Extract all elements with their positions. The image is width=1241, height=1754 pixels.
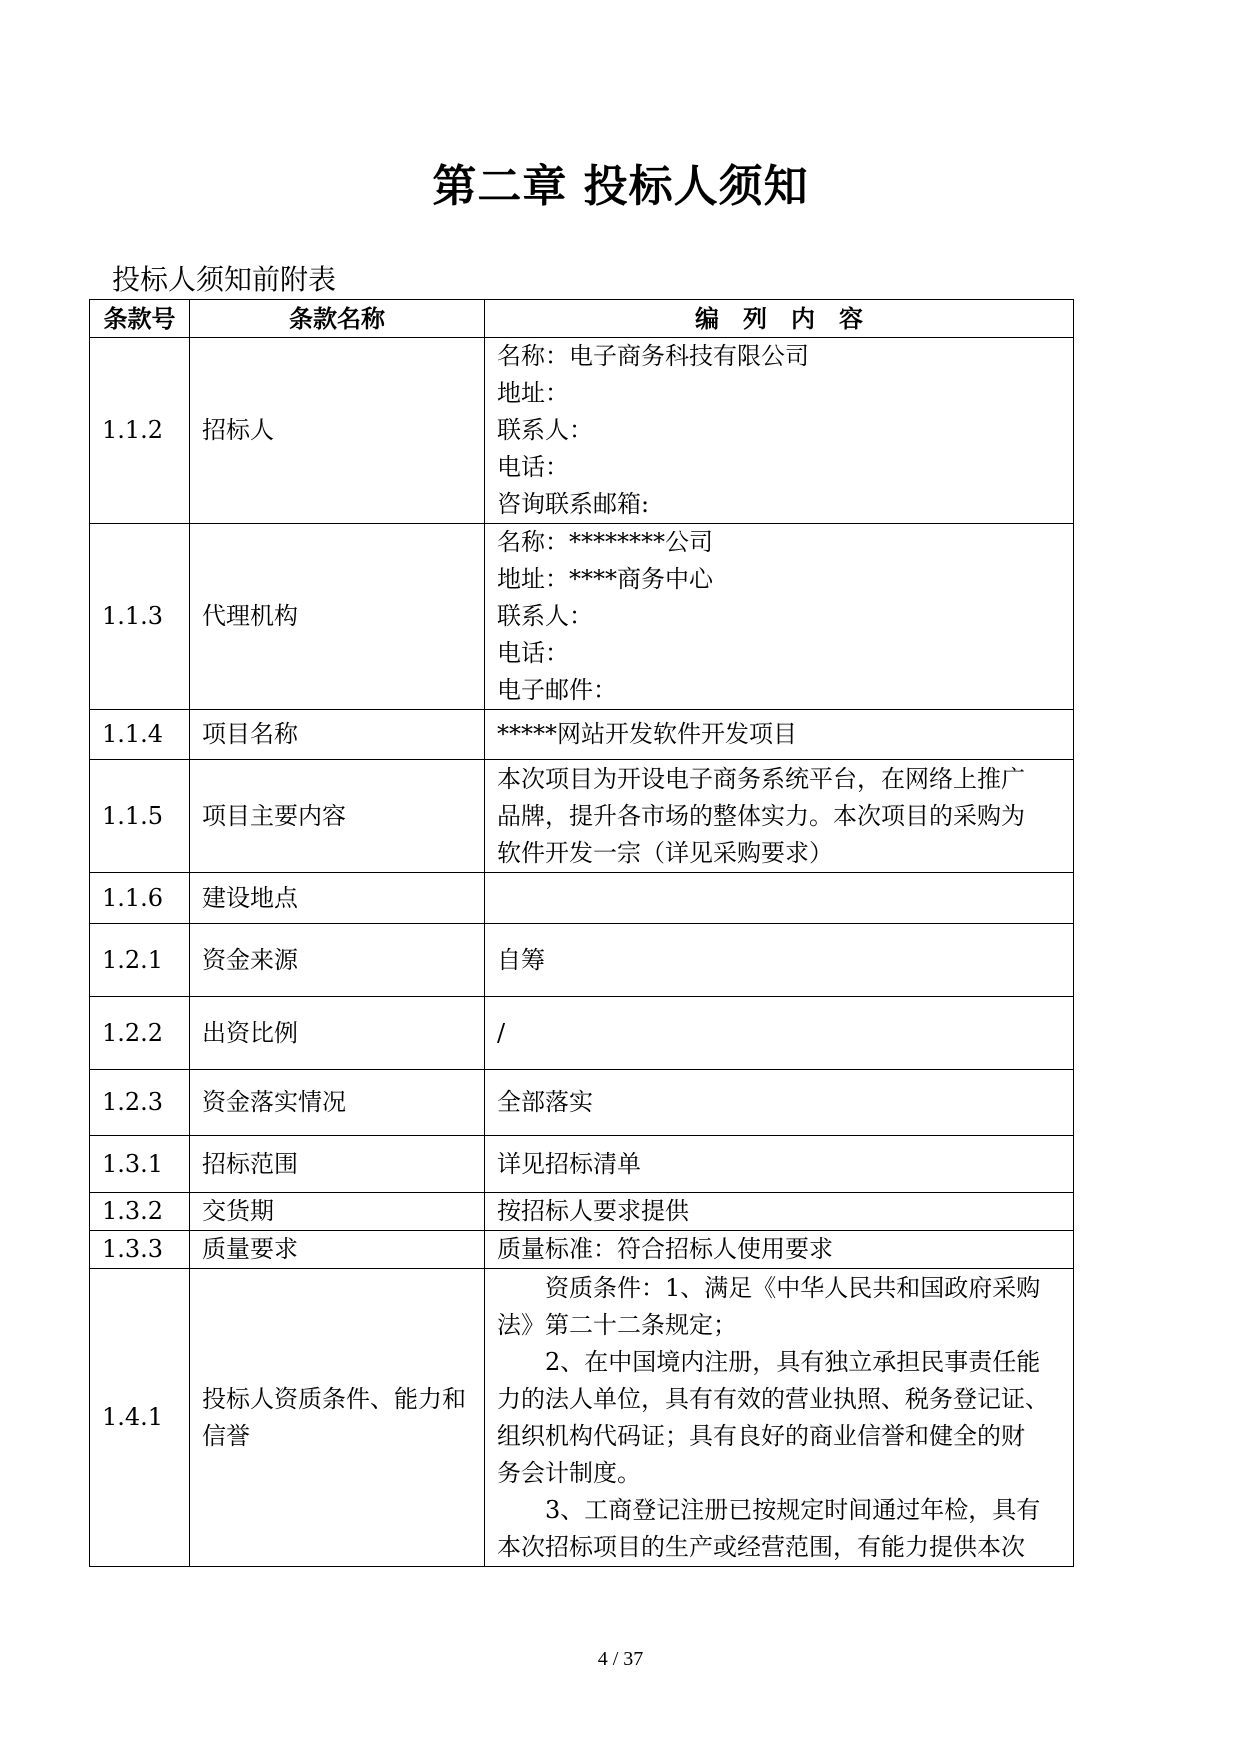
clause-name: 项目名称 <box>190 710 485 760</box>
table-row <box>90 1231 1074 1269</box>
header-clause-no: 条款号 <box>90 300 190 338</box>
header-content: 编 列 内 容 <box>485 300 1074 338</box>
clause-no: 1.2.3 <box>90 1070 190 1136</box>
table-row <box>90 710 1074 760</box>
table-row <box>90 338 1074 524</box>
clause-name: 建设地点 <box>190 873 485 924</box>
clause-no: 1.1.5 <box>90 760 190 873</box>
clause-no: 1.3.1 <box>90 1136 190 1193</box>
table-row <box>90 524 1074 710</box>
clause-no: 1.2.1 <box>90 924 190 997</box>
table-row <box>90 760 1074 873</box>
bidder-instructions-table <box>89 299 1074 1567</box>
clause-name: 投标人资质条件、能力和信誉 <box>190 1269 485 1567</box>
table-row <box>90 997 1074 1070</box>
clause-name: 交货期 <box>190 1193 485 1231</box>
clause-name: 代理机构 <box>190 524 485 710</box>
clause-name: 资金来源 <box>190 924 485 997</box>
header-clause-name: 条款名称 <box>190 300 485 338</box>
table-row <box>90 1136 1074 1193</box>
clause-name: 资金落实情况 <box>190 1070 485 1136</box>
table-row <box>90 873 1074 924</box>
clause-content: 自筹 <box>485 924 1074 997</box>
table-row <box>90 924 1074 997</box>
clause-content: 质量标准：符合招标人使用要求 <box>485 1231 1074 1269</box>
table-row <box>90 1070 1074 1136</box>
clause-name: 质量要求 <box>190 1231 485 1269</box>
clause-content <box>485 873 1074 924</box>
clause-name: 出资比例 <box>190 997 485 1070</box>
clause-no: 1.3.3 <box>90 1231 190 1269</box>
clause-no: 1.1.3 <box>90 524 190 710</box>
clause-content: 名称：********公司 地址：****商务中心 联系人： 电话： 电子邮件： <box>485 524 1074 710</box>
table-row <box>90 1269 1074 1567</box>
table-header-row <box>90 300 1074 338</box>
clause-name: 招标人 <box>190 338 485 524</box>
clause-content: 本次项目为开设电子商务系统平台，在网络上推广 品牌，提升各市场的整体实力。本次项目的采购为 软件开发一宗（详见采购要求） <box>485 760 1074 873</box>
clause-content: 全部落实 <box>485 1070 1074 1136</box>
clause-content: / <box>485 997 1074 1070</box>
clause-no: 1.4.1 <box>90 1269 190 1567</box>
table-caption: 投标人须知前附表 <box>112 263 337 296</box>
table-row <box>90 1193 1074 1231</box>
clause-no: 1.1.4 <box>90 710 190 760</box>
page-number: 4 / 37 <box>597 1648 644 1670</box>
clause-no: 1.2.2 <box>90 997 190 1070</box>
clause-content: 按招标人要求提供 <box>485 1193 1074 1231</box>
clause-content: *****网站开发软件开发项目 <box>485 710 1074 760</box>
clause-no: 1.1.6 <box>90 873 190 924</box>
clause-no: 1.3.2 <box>90 1193 190 1231</box>
clause-name: 项目主要内容 <box>190 760 485 873</box>
clause-content: 详见招标清单 <box>485 1136 1074 1193</box>
clause-no: 1.1.2 <box>90 338 190 524</box>
clause-content: 资质条件：1、满足《中华人民共和国政府采购 法》第二十二条规定； 2、在中国境内注册，具有独立承担民事责任能 力的法人单位，具有有效的营业执照、税务登记证、 组织机构代码证；具有良好的商业信誉和健全的财 务会计制度。 3、工商登记注册已按规定时间通过年检，具有 本次招标项目的生产或经营范围，有能力提供本次 <box>485 1269 1074 1567</box>
clause-content: 名称：电子商务科技有限公司 地址： 联系人： 电话： 咨询联系邮箱: <box>485 338 1074 524</box>
chapter-title: 第二章 投标人须知 <box>432 161 809 212</box>
clause-name: 招标范围 <box>190 1136 485 1193</box>
